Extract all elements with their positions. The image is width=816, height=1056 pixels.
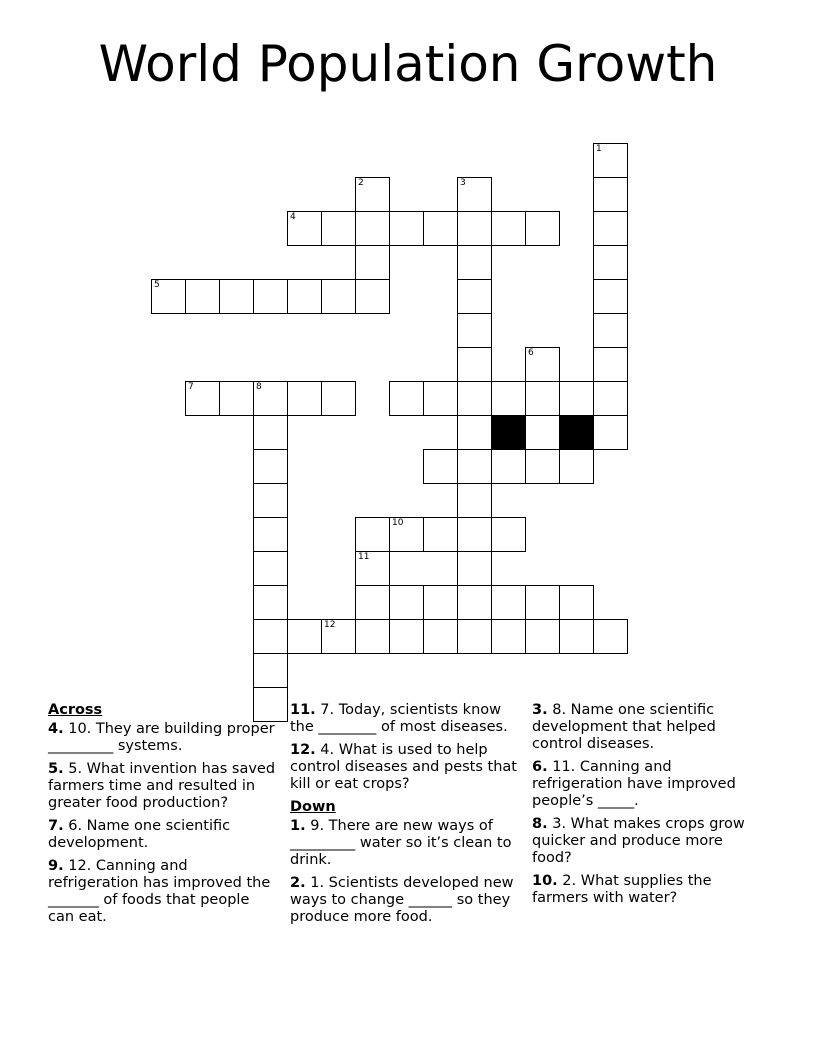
clue-text: 10. They are building proper _________ systems. [48,721,275,754]
page-title: World Population Growth [98,35,718,93]
grid-cell[interactable] [491,449,526,484]
grid-cell[interactable] [423,517,458,552]
grid-cell[interactable] [253,517,288,552]
clues-column-3 [532,702,762,913]
clue-text: 12. Canning and refrigeration has improved the _______ of foods that people can eat. [48,858,271,925]
clue-number-label: 5 [154,280,160,290]
clue-number: 5. [48,761,64,777]
clues-column-1 [48,702,278,932]
clue-number-label: 12 [324,620,336,630]
clue-text: 5. What invention has saved farmers time and resulted in greater food production? [48,761,276,811]
grid-cell[interactable] [559,619,594,654]
grid-cell[interactable] [457,415,492,450]
grid-cell[interactable] [491,585,526,620]
grid-cell[interactable] [457,245,492,280]
grid-cell[interactable] [593,415,628,450]
grid-cell[interactable] [593,211,628,246]
clue-number: 7. [48,818,64,834]
clue [532,873,762,907]
grid-cell[interactable] [287,381,322,416]
grid-cell[interactable] [525,585,560,620]
grid-cell[interactable] [151,279,186,314]
grid-cell[interactable] [423,585,458,620]
across-clue-list-continued [290,702,520,793]
grid-cell[interactable] [491,619,526,654]
across-heading: Across [48,702,103,718]
clue-number: 6. [532,759,548,775]
grid-cell[interactable] [457,381,492,416]
grid-cell[interactable] [491,381,526,416]
grid-cell[interactable] [525,449,560,484]
clue-text: 11. Canning and refrigeration have improved people’s _____. [532,759,736,809]
grid-cell[interactable] [355,177,390,212]
clue [290,875,520,926]
grid-cell[interactable] [457,585,492,620]
clue [48,761,278,812]
clue-text: 1. Scientists developed new ways to change ______ so they produce more food. [290,875,514,925]
down-clue-list [290,818,520,926]
grid-cell[interactable] [423,211,458,246]
grid-cell[interactable] [253,619,288,654]
clue [48,818,278,852]
grid-cell[interactable] [355,279,390,314]
clue-number: 11. [290,702,316,718]
grid-cell[interactable] [457,211,492,246]
grid-cell[interactable] [321,381,356,416]
grid-cell[interactable] [525,347,560,382]
clue-number: 2. [290,875,306,891]
clue-number-label: 6 [528,348,534,358]
grid-cell[interactable] [457,449,492,484]
grid-cell[interactable] [355,245,390,280]
clue-number: 3. [532,702,548,718]
black-square [559,415,594,450]
clue-number-label: 3 [460,178,466,188]
grid-cell[interactable] [389,619,424,654]
clue-number: 1. [290,818,306,834]
grid-cell[interactable] [593,279,628,314]
clue-number-label: 11 [358,552,370,562]
grid-cell[interactable] [593,381,628,416]
grid-cell[interactable] [423,619,458,654]
clue [48,858,278,926]
grid-cell[interactable] [389,517,424,552]
grid-cell[interactable] [593,143,628,178]
grid-cell[interactable] [559,381,594,416]
clue-number: 9. [48,858,64,874]
clue-text: 2. What supplies the farmers with water? [532,873,712,906]
grid-cell[interactable] [185,279,220,314]
grid-cell[interactable] [287,211,322,246]
clue [290,702,520,736]
grid-cell[interactable] [389,585,424,620]
grid-cell[interactable] [457,551,492,586]
clue-text: 8. Name one scientific development that helped control diseases. [532,702,716,752]
clue [290,742,520,793]
down-clue-list-continued [532,702,762,907]
grid-cell[interactable] [423,381,458,416]
grid-cell[interactable] [355,619,390,654]
grid-cell[interactable] [253,449,288,484]
grid-cell[interactable] [253,381,288,416]
grid-cell[interactable] [355,211,390,246]
grid-cell[interactable] [593,619,628,654]
clue-number-label: 8 [256,382,262,392]
clue-text: 7. Today, scientists know the ________ of most diseases. [290,702,508,735]
grid-cell[interactable] [457,347,492,382]
clue [532,702,762,753]
black-square [491,415,526,450]
clue [48,721,278,755]
grid-cell[interactable] [219,381,254,416]
clue-number: 12. [290,742,316,758]
grid-cell[interactable] [389,381,424,416]
clue-number-label: 1 [596,144,602,154]
grid-cell[interactable] [457,279,492,314]
clue-number-label: 4 [290,212,296,222]
grid-cell[interactable] [593,347,628,382]
clue-number-label: 2 [358,178,364,188]
grid-cell[interactable] [253,279,288,314]
grid-cell[interactable] [355,517,390,552]
grid-cell[interactable] [457,517,492,552]
grid-cell[interactable] [389,211,424,246]
clue-number-label: 10 [392,518,404,528]
grid-cell[interactable] [253,415,288,450]
grid-cell[interactable] [491,211,526,246]
grid-cell[interactable] [253,551,288,586]
grid-cell[interactable] [253,653,288,688]
grid-cell[interactable] [253,483,288,518]
grid-cell[interactable] [423,449,458,484]
grid-cell[interactable] [457,619,492,654]
grid-cell[interactable] [355,585,390,620]
grid-cell[interactable] [491,517,526,552]
clue-text: 6. Name one scientific development. [48,818,231,851]
clue-number-label: 7 [188,382,194,392]
grid-cell[interactable] [321,279,356,314]
grid-cell[interactable] [287,619,322,654]
grid-cell[interactable] [287,279,322,314]
grid-cell[interactable] [559,449,594,484]
grid-cell[interactable] [593,245,628,280]
clue-number: 8. [532,816,548,832]
clue [290,818,520,869]
grid-cell[interactable] [457,313,492,348]
clue-text: 3. What makes crops grow quicker and produce more food? [532,816,745,866]
clue-text: 4. What is used to help control diseases and pests that kill or eat crops? [290,742,517,792]
grid-cell[interactable] [593,313,628,348]
grid-cell[interactable] [253,585,288,620]
clue [532,759,762,810]
clue-text: 9. There are new ways of _________ water so it’s clean to drink. [290,818,512,868]
clues-column-2 [290,702,520,932]
grid-cell[interactable] [321,619,356,654]
grid-cell[interactable] [321,211,356,246]
grid-cell[interactable] [457,177,492,212]
clue-number: 10. [532,873,558,889]
grid-cell[interactable] [525,619,560,654]
grid-cell[interactable] [185,381,220,416]
grid-cell[interactable] [593,177,628,212]
grid-cell[interactable] [355,551,390,586]
down-heading: Down [290,799,336,815]
grid-cell[interactable] [219,279,254,314]
grid-cell[interactable] [525,211,560,246]
clue [532,816,762,867]
grid-cell[interactable] [559,585,594,620]
grid-cell[interactable] [457,483,492,518]
grid-cell[interactable] [525,415,560,450]
clue-number: 4. [48,721,64,737]
grid-cell[interactable] [525,381,560,416]
across-clue-list [48,721,278,926]
